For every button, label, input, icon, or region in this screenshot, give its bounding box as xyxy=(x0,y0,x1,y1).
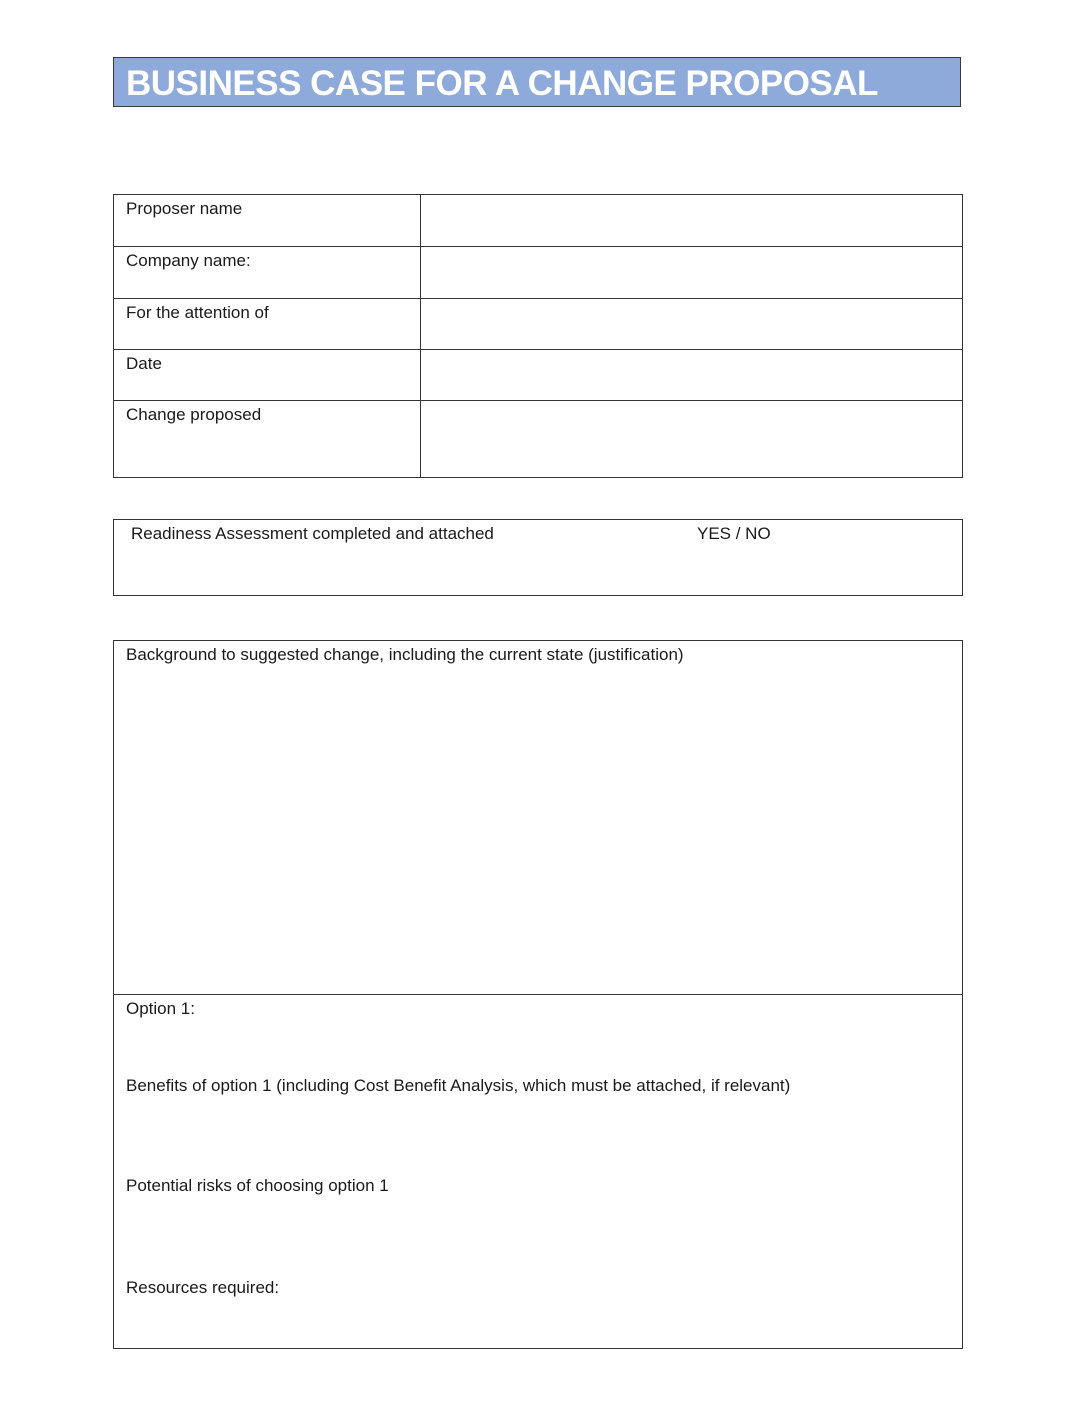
readiness-assessment-box xyxy=(113,519,963,596)
table-row-date xyxy=(114,350,963,401)
option-1-description-field[interactable] xyxy=(114,1025,962,1070)
date-field[interactable] xyxy=(420,350,962,401)
background-section xyxy=(113,640,963,995)
option-1-benefits-field[interactable] xyxy=(114,1102,962,1172)
date-label: Date xyxy=(114,350,421,401)
option-1-benefits-label: Benefits of option 1 (including Cost Benefit Analysis, which must be attached, if relevant) xyxy=(126,1076,791,1095)
document-title: BUSINESS CASE FOR A CHANGE PROPOSAL xyxy=(126,64,878,103)
background-field[interactable] xyxy=(114,671,962,994)
change-proposed-label: Change proposed xyxy=(114,401,421,478)
proposal-info-table xyxy=(113,194,963,478)
option-1-risks-field[interactable] xyxy=(114,1202,962,1274)
company-name-label: Company name: xyxy=(114,247,421,299)
readiness-assessment-label: Readiness Assessment completed and attached xyxy=(131,524,494,543)
table-row-proposer xyxy=(114,195,963,247)
table-row-change xyxy=(114,401,963,478)
proposer-name-label: Proposer name xyxy=(114,195,421,247)
option-1-title: Option 1: xyxy=(126,999,195,1018)
option-1-risks-label: Potential risks of choosing option 1 xyxy=(126,1176,389,1195)
proposer-name-field[interactable] xyxy=(420,195,962,247)
attention-of-field[interactable] xyxy=(420,299,962,350)
table-row-attention xyxy=(114,299,963,350)
background-label: Background to suggested change, including the current state (justification) xyxy=(126,645,684,664)
table-row-company xyxy=(114,247,963,299)
resources-required-field[interactable] xyxy=(114,1304,962,1348)
option-1-section xyxy=(113,994,963,1349)
readiness-yes-no-option[interactable]: YES / NO xyxy=(697,524,771,543)
attention-of-label: For the attention of xyxy=(114,299,421,350)
company-name-field[interactable] xyxy=(420,247,962,299)
resources-required-label: Resources required: xyxy=(126,1278,280,1297)
document-title-bar xyxy=(113,57,961,107)
change-proposed-field[interactable] xyxy=(420,401,962,478)
